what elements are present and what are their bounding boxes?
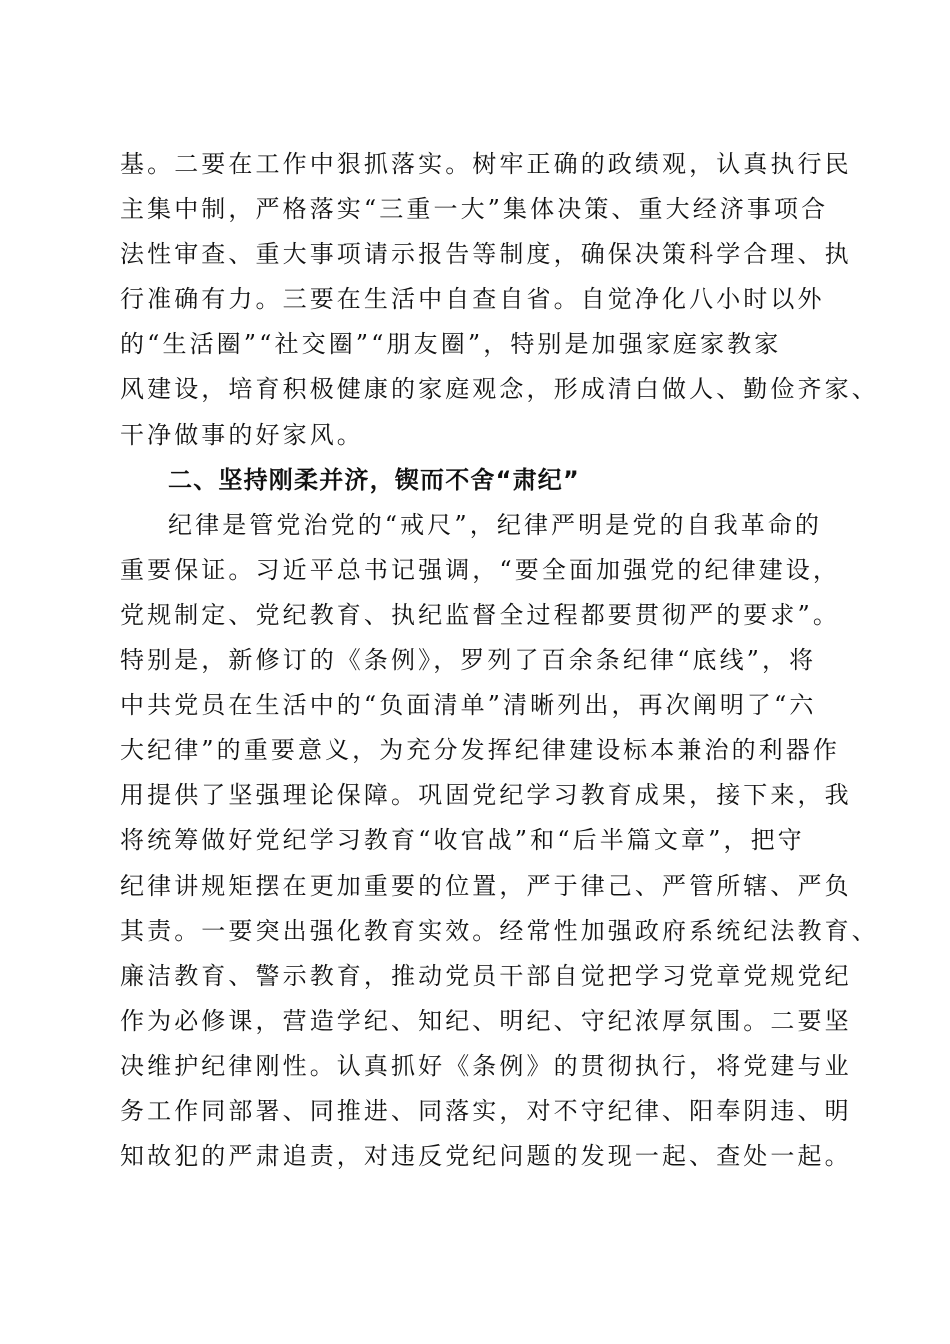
text-line: 的“生活圈”“社交圈”“朋友圈”，特别是加强家庭家教家	[120, 330, 782, 359]
text-line: 风建设，培育积极健康的家庭观念，形成清白做人、勤俭齐家、	[120, 375, 879, 404]
text-line: 基。二要在工作中狠抓落实。树牢正确的政绩观，认真执行民	[120, 150, 852, 178]
document-body	[120, 142, 879, 1179]
text-line: 特别是，新修订的《条例》，罗列了百余条纪律“底线”，将	[120, 646, 817, 675]
text-line: 廉洁教育、警示教育，推动党员干部自觉把学习党章党规党纪	[120, 961, 852, 990]
text-line: 重要保证。习近平总书记强调，“要全面加强党的纪律建设，	[120, 555, 840, 584]
text-line: 干净做事的好家风。	[120, 420, 364, 449]
text-line: 纪律讲规矩摆在更加重要的位置，严于律己、严管所辖、严负	[120, 871, 852, 900]
text-line: 作为必修课，营造学纪、知纪、明纪、守纪浓厚氛围。二要坚	[120, 1006, 852, 1035]
text-line: 党规制定、党纪教育、执纪监督全过程都要贯彻严的要求”。	[120, 600, 840, 629]
text-line: 行准确有力。三要在生活中自查自省。自觉净化八小时以外	[120, 285, 825, 314]
text-line: 务工作同部署、同推进、同落实，对不守纪律、阳奉阴违、明	[120, 1096, 852, 1125]
section-heading: 二、坚持刚柔并济，锲而不舍“肃纪”	[168, 465, 580, 494]
text-line: 法性审查、重大事项请示报告等制度，确保决策科学合理、执	[120, 240, 852, 269]
text-line: 主集中制，严格落实“三重一大”集体决策、重大经济事项合	[120, 195, 829, 224]
text-line: 将统筹做好党纪学习教育“收官战”和“后半篇文章”，把守	[120, 826, 805, 855]
text-line: 纪律是管党治党的“戒尺”，纪律严明是党的自我革命的	[168, 510, 823, 539]
text-line: 决维护纪律刚性。认真抓好《条例》的贯彻执行，将党建与业	[120, 1051, 852, 1080]
text-line: 中共党员在生活中的“负面清单”清晰列出，再次阐明了“六	[120, 691, 817, 720]
text-line: 其责。一要突出强化教育实效。经常性加强政府系统纪法教育、	[120, 916, 879, 945]
text-line: 大纪律”的重要意义，为充分发挥纪律建设标本兼治的利器作	[120, 736, 840, 765]
text-line: 用提供了坚强理论保障。巩固党纪学习教育成果，接下来，我	[120, 781, 852, 810]
text-line: 知故犯的严肃追责，对违反党纪问题的发现一起、查处一起。	[120, 1142, 852, 1171]
